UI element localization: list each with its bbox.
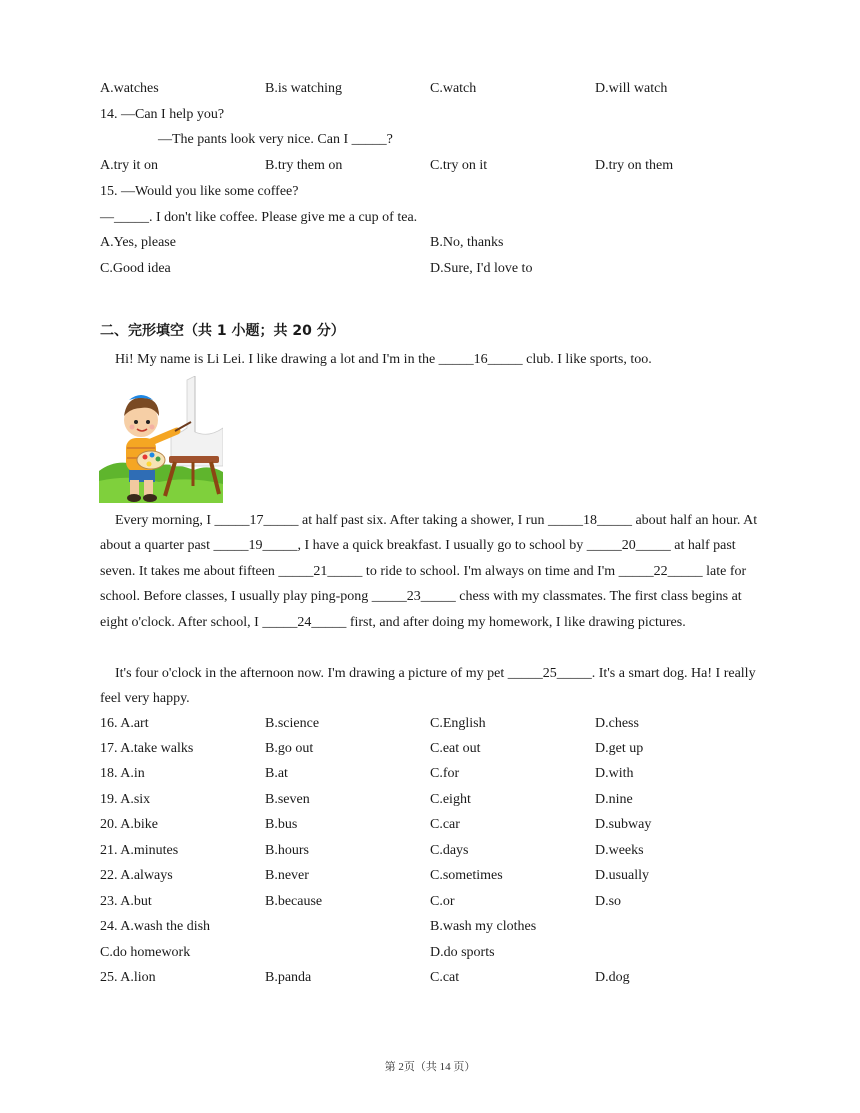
q25-option-a: 25. A.lion [100, 970, 156, 985]
q17-option-a: 17. A.take walks [100, 741, 194, 756]
q13-option-d: D.will watch [595, 81, 668, 96]
passage-paragraph-2: It's four o'clock in the afternoon now. I'm drawing a picture of my pet _____25_____. It's a smart dog. Ha! I really feel very happy. [100, 666, 756, 707]
q19-option-b: B.seven [265, 792, 310, 807]
q15-option-d: D.Sure, I'd love to [430, 261, 533, 276]
q14-option-c: C.try on it [430, 158, 488, 173]
q25-option-d: D.dog [595, 970, 630, 985]
q23-option-c: C.or [430, 894, 455, 909]
q14-option-b: B.try them on [265, 158, 343, 173]
q22-option-a: 22. A.always [100, 868, 173, 883]
q16-option-b: B.science [265, 716, 320, 731]
q25-option-b: B.panda [265, 970, 312, 985]
passage-paragraph-1: Every morning, I _____17_____ at half past six. After taking a shower, I run _____18_____ about half an hour. At about a quarter past _____19_____, I have a quick breakfast. I usually go to school by _____20_____ at half past seven. It takes me about fifteen _____21_____ to ride to school. I'm always on time and I'm _____22_____ late for school. Before classes, I usually play ping-pong _____23_____ chess with my classmates. The first class begins at eight o'clock. After school, I _____24_____ first, and after doing my homework, I like drawing pictures. [100, 513, 758, 630]
q20-option-a: 20. A.bike [100, 817, 158, 832]
q13-option-a: A.watches [100, 81, 159, 96]
q15-option-c: C.Good idea [100, 261, 171, 276]
q18-option-c: C.for [430, 766, 460, 781]
q23-option-d: D.so [595, 894, 622, 909]
passage-intro: Hi! My name is Li Lei. I like drawing a lot and I'm in the _____16_____ club. I like sports, too. [115, 352, 652, 367]
section-heading: 二、完形填空（共 1 小题；共 20 分） [100, 323, 345, 339]
q19-option-c: C.eight [430, 792, 471, 807]
q17-option-d: D.get up [595, 741, 644, 756]
q14-reply: —The pants look very nice. Can I _____? [158, 132, 393, 147]
q24-option-a: 24. A.wash the dish [100, 919, 211, 934]
q24-option-d: D.do sports [430, 945, 495, 960]
q24-option-b: B.wash my clothes [430, 919, 537, 934]
q21-option-c: C.days [430, 843, 469, 858]
q20-option-c: C.car [430, 817, 460, 832]
q21-option-a: 21. A.minutes [100, 843, 179, 858]
q20-option-b: B.bus [265, 817, 298, 832]
q16-option-d: D.chess [595, 716, 639, 731]
q15-option-b: B.No, thanks [430, 235, 504, 250]
q18-option-a: 18. A.in [100, 766, 145, 781]
q14-option-d: D.try on them [595, 158, 674, 173]
q20-option-d: D.subway [595, 817, 652, 832]
q14-option-a: A.try it on [100, 158, 158, 173]
q22-option-b: B.never [265, 868, 309, 883]
q21-option-b: B.hours [265, 843, 309, 858]
q16-option-a: 16. A.art [100, 716, 149, 731]
q18-option-d: D.with [595, 766, 634, 781]
q25-option-c: C.cat [430, 970, 460, 985]
q18-option-b: B.at [265, 766, 288, 781]
q15-prompt: 15. —Would you like some coffee? [100, 184, 299, 199]
q15-reply: —_____. I don't like coffee. Please give me a cup of tea. [100, 210, 418, 225]
q16-option-c: C.English [430, 716, 486, 731]
q24-option-c: C.do homework [100, 945, 191, 960]
q13-option-c: C.watch [430, 81, 477, 96]
q17-option-b: B.go out [265, 741, 314, 756]
q23-option-b: B.because [265, 894, 323, 909]
q21-option-d: D.weeks [595, 843, 644, 858]
q22-option-c: C.sometimes [430, 868, 503, 883]
q13-option-b: B.is watching [265, 81, 342, 96]
q15-option-a: A.Yes, please [100, 235, 176, 250]
q19-option-a: 19. A.six [100, 792, 151, 807]
page-footer: 第 2页（共 14 页） [384, 1061, 476, 1073]
q17-option-c: C.eat out [430, 741, 481, 756]
q19-option-d: D.nine [595, 792, 633, 807]
boy-painting-illustration [99, 376, 223, 503]
q23-option-a: 23. A.but [100, 894, 152, 909]
q22-option-d: D.usually [595, 868, 650, 883]
q14-prompt: 14. —Can I help you? [100, 107, 225, 122]
